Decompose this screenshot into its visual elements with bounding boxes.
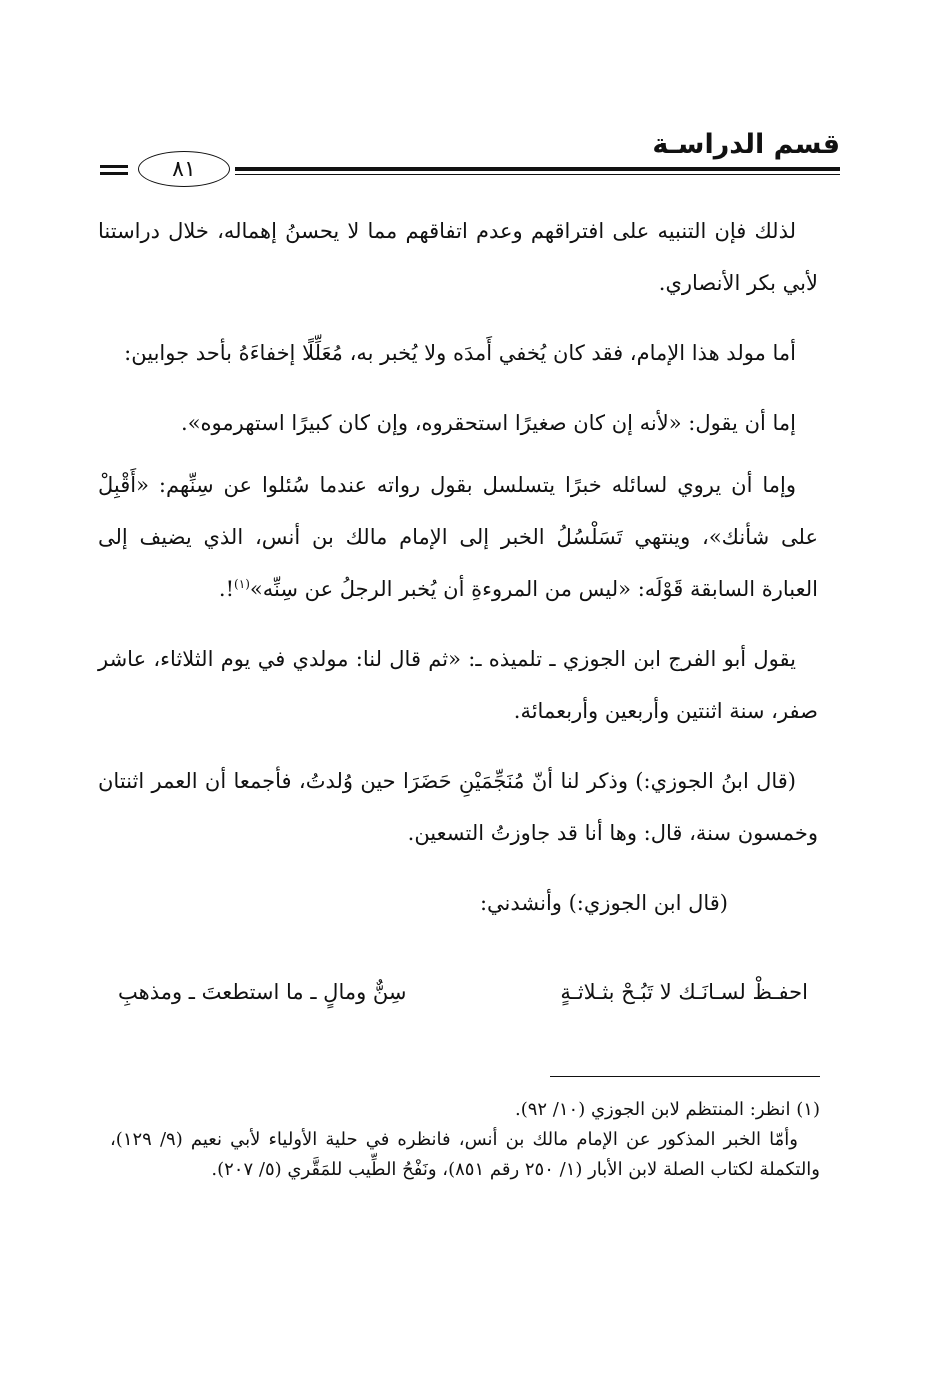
paragraph-3: إما أن يقول: «لأنه إن كان صغيرًا استحقروه، وإن كان كبيرًا استهرموه».	[181, 411, 796, 435]
paragraph-6: (قال ابنُ الجوزي:) وذكر لنا أنّ مُنَجِّمَيْنِ حَضَرَا حين وُلدتُ، فأجمعا أن العمر اثنتان وخمسون سنة، قال: وها أنا قد جاوزتُ التسعين.	[98, 769, 818, 845]
header-rule-thick	[235, 167, 840, 171]
footnote-reference-1: (١)	[234, 577, 250, 591]
header-rule-thin	[235, 174, 840, 175]
main-text	[98, 205, 818, 947]
paragraph-4-end: !.	[218, 577, 235, 601]
poetry-verse	[118, 980, 808, 1004]
page-header	[100, 125, 840, 187]
header-rule-left-bottom	[100, 172, 128, 175]
header-rule-left-top	[100, 165, 128, 168]
page-number: ٨١	[138, 151, 230, 187]
footnotes	[110, 1095, 820, 1185]
paragraph-4	[98, 459, 818, 615]
verse-first-hemistich: احفـظْ لسـانَـك لا تَبُـحْ بثـلاثـةٍ	[560, 980, 808, 1004]
footnote-1-line-1: (١) انظر: المنتظم لابن الجوزي (١٠/ ٩٢).	[514, 1099, 820, 1120]
paragraph-4-text: وإما أن يروي لسائله خبرًا يتسلسل بقول رواته عندما سُئلوا عن سِنِّهم: «أَقْبِلْ على شأنك»، وينتهي تَسَلْسُلُ الخبر إلى الإمام مالك بن أنس، الذي يضيف إلى العبارة السابقة قَوْلَه: «ليس من المروءةِ أن يُخبر الرجلُ عن سِنِّه»	[98, 473, 818, 601]
section-title: قسم الدراسـة	[652, 129, 840, 160]
paragraph-1: لذلك فإن التنبيه على افتراقهم وعدم اتفاقهم مما لا يحسنُ إهماله، خلال دراستنا لأبي بكر الأنصاري.	[98, 219, 818, 295]
paragraph-5: يقول أبو الفرج ابن الجوزي ـ تلميذه ـ: «ثم قال لنا: مولدي في يوم الثلاثاء، عاشر صفر، سنة اثنتين وأربعين وأربعمائة.	[98, 647, 818, 723]
verse-second-hemistich: سِنٌّ ومالٍ ـ ما استطعتَ ـ ومذهبِ	[118, 980, 407, 1004]
footnote-separator	[550, 1076, 820, 1077]
paragraph-2: أما مولد هذا الإمام، فقد كان يُخفي أَمدَه ولا يُخبر به، مُعَلِّلًا إخفاءَهُ بأحد جوابين:	[124, 341, 796, 365]
footnote-1-line-2: وأمّا الخبر المذكور عن الإمام مالك بن أنس، فانظره في حلية الأولياء لأبي نعيم (٩/ ١٢٩)، والتكملة لكتاب الصلة لابن الأبار (١/ ٢٥٠ رقم ٨٥١)، ونَفْحُ الطِّيب للمَقَّري (٥/ ٢٠٧).	[110, 1129, 820, 1180]
paragraph-7: (قال ابن الجوزي:) وأنشدني:	[479, 891, 728, 915]
